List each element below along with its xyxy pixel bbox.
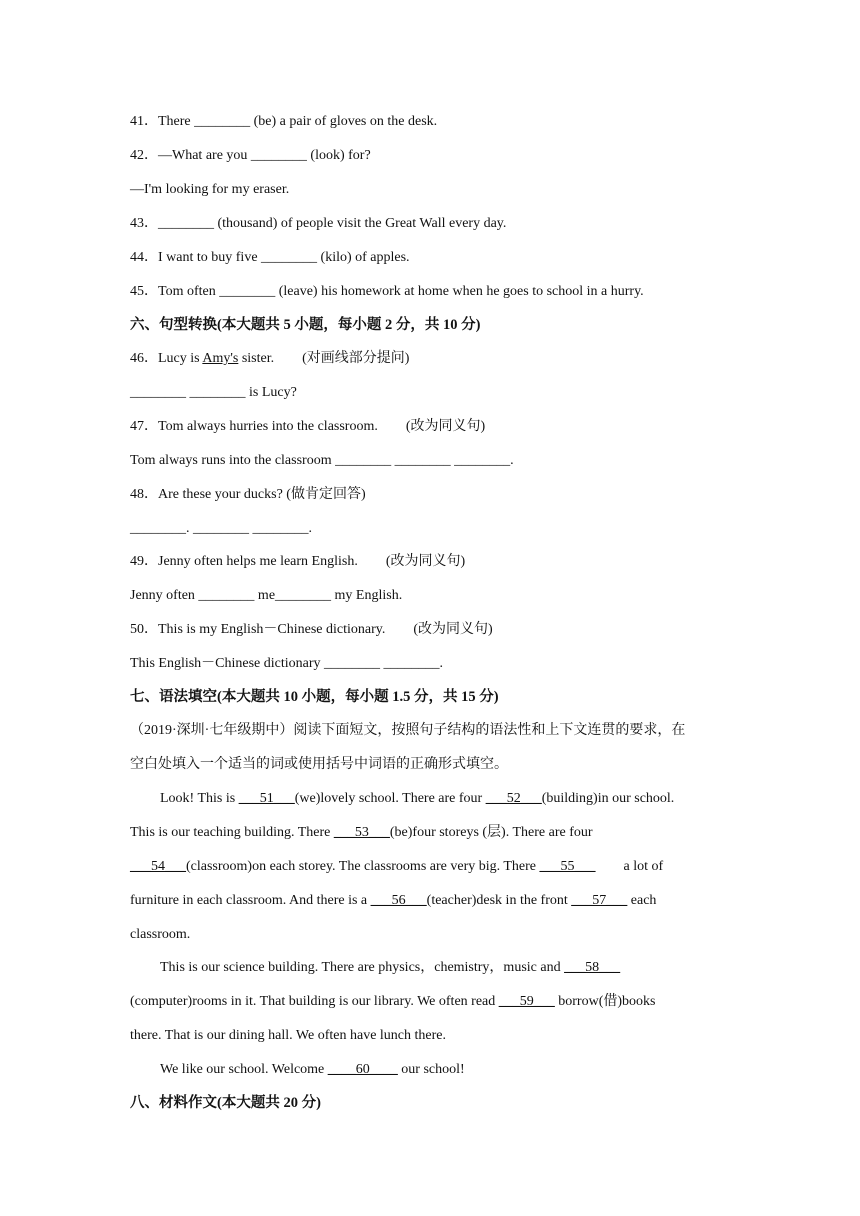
passage-text: (teacher)desk in the front <box>426 893 572 908</box>
passage-line <box>130 857 663 877</box>
passage-line <box>130 891 656 911</box>
passage-text: (be)four storeys (层). There are four <box>389 825 593 840</box>
blank-56: ___56___ <box>370 893 427 908</box>
passage-text: (classroom)on each storey. The classrooms are very big. There <box>186 859 540 874</box>
question-48: 48．Are these your ducks? (做肯定回答) <box>130 487 366 502</box>
question-42-answer: —I'm looking for my eraser. <box>130 182 290 197</box>
passage-text: (we)lovely school. There are four <box>294 791 486 806</box>
passage-text: borrow(借)books <box>554 994 656 1009</box>
passage-text: This is our science building. There are physics，chemistry，music and <box>160 960 565 975</box>
question-47-blank: Tom always runs into the classroom ________ ________ ________. <box>130 453 514 468</box>
question-46-post: sister. (对画线部分提问) <box>238 351 410 366</box>
question-47: 47．Tom always hurries into the classroom. (改为同义句) <box>130 419 486 434</box>
passage-text: We like our school. Welcome <box>160 1062 328 1077</box>
passage-text: each <box>627 893 657 908</box>
passage-text: our school! <box>397 1062 465 1077</box>
blank-59: ___59___ <box>498 994 555 1009</box>
section-8-heading: 八、材料作文(本大题共 20 分) <box>130 1095 321 1111</box>
passage-line <box>130 823 593 843</box>
question-49-blank: Jenny often ________ me________ my English. <box>130 588 403 603</box>
question-46-blank: ________ ________ is Lucy? <box>130 385 297 400</box>
passage-text: Look! This is <box>160 791 239 806</box>
passage-text: furniture in each classroom. And there is a <box>130 893 371 908</box>
question-48-blank: ________. ________ ________. <box>130 521 312 536</box>
section-7-heading: 七、语法填空(本大题共 10 小题，每小题 1.5 分，共 15 分) <box>130 689 499 705</box>
question-46 <box>130 349 409 369</box>
passage-line <box>160 1060 465 1080</box>
passage-line <box>160 789 674 809</box>
passage-line <box>130 992 655 1012</box>
section-7-instructions-1: （2019·深圳·七年级期中）阅读下面短文，按照句子结构的语法性和上下文连贯的要求，在 <box>130 723 686 738</box>
passage-line: there. That is our dining hall. We often have lunch there. <box>130 1028 446 1043</box>
question-43: 43．________ (thousand) of people visit the Great Wall every day. <box>130 216 507 231</box>
passage-text: (computer)rooms in it. That building is our library. We often read <box>130 994 499 1009</box>
question-44: 44．I want to buy five ________ (kilo) of apples. <box>130 250 410 265</box>
blank-55: ___55___ <box>539 859 596 874</box>
question-46-underlined: Amy's <box>202 351 239 366</box>
blank-51: ___51___ <box>238 791 295 806</box>
question-50-blank: This English－Chinese dictionary ________ ________. <box>130 656 444 671</box>
blank-53: ___53___ <box>333 825 390 840</box>
blank-54: ___54___ <box>130 859 186 874</box>
passage-text: (building)in our school. <box>541 791 675 806</box>
question-45: 45．Tom often ________ (leave) his homework at home when he goes to school in a hurry. <box>130 284 644 299</box>
blank-58: ___58___ <box>564 960 621 975</box>
blank-60: ____60____ <box>327 1062 398 1077</box>
passage-line <box>160 958 620 978</box>
section-7-instructions-2: 空白处填入一个适当的词或使用括号中词语的正确形式填空。 <box>130 757 508 772</box>
blank-57: ___57___ <box>571 893 628 908</box>
blank-52: ___52___ <box>485 791 542 806</box>
question-41: 41．There ________ (be) a pair of gloves on the desk. <box>130 114 438 129</box>
passage-line: classroom. <box>130 927 191 942</box>
passage-text: This is our teaching building. There <box>130 825 334 840</box>
question-49: 49．Jenny often helps me learn English. (改为同义句) <box>130 554 466 569</box>
question-50: 50．This is my English－Chinese dictionary. (改为同义句) <box>130 622 493 637</box>
section-6-heading: 六、句型转换(本大题共 5 小题，每小题 2 分，共 10 分) <box>130 317 481 333</box>
question-42: 42．—What are you ________ (look) for? <box>130 148 371 163</box>
question-46-pre: 46．Lucy is <box>130 351 203 366</box>
passage-text: a lot of <box>595 859 664 874</box>
